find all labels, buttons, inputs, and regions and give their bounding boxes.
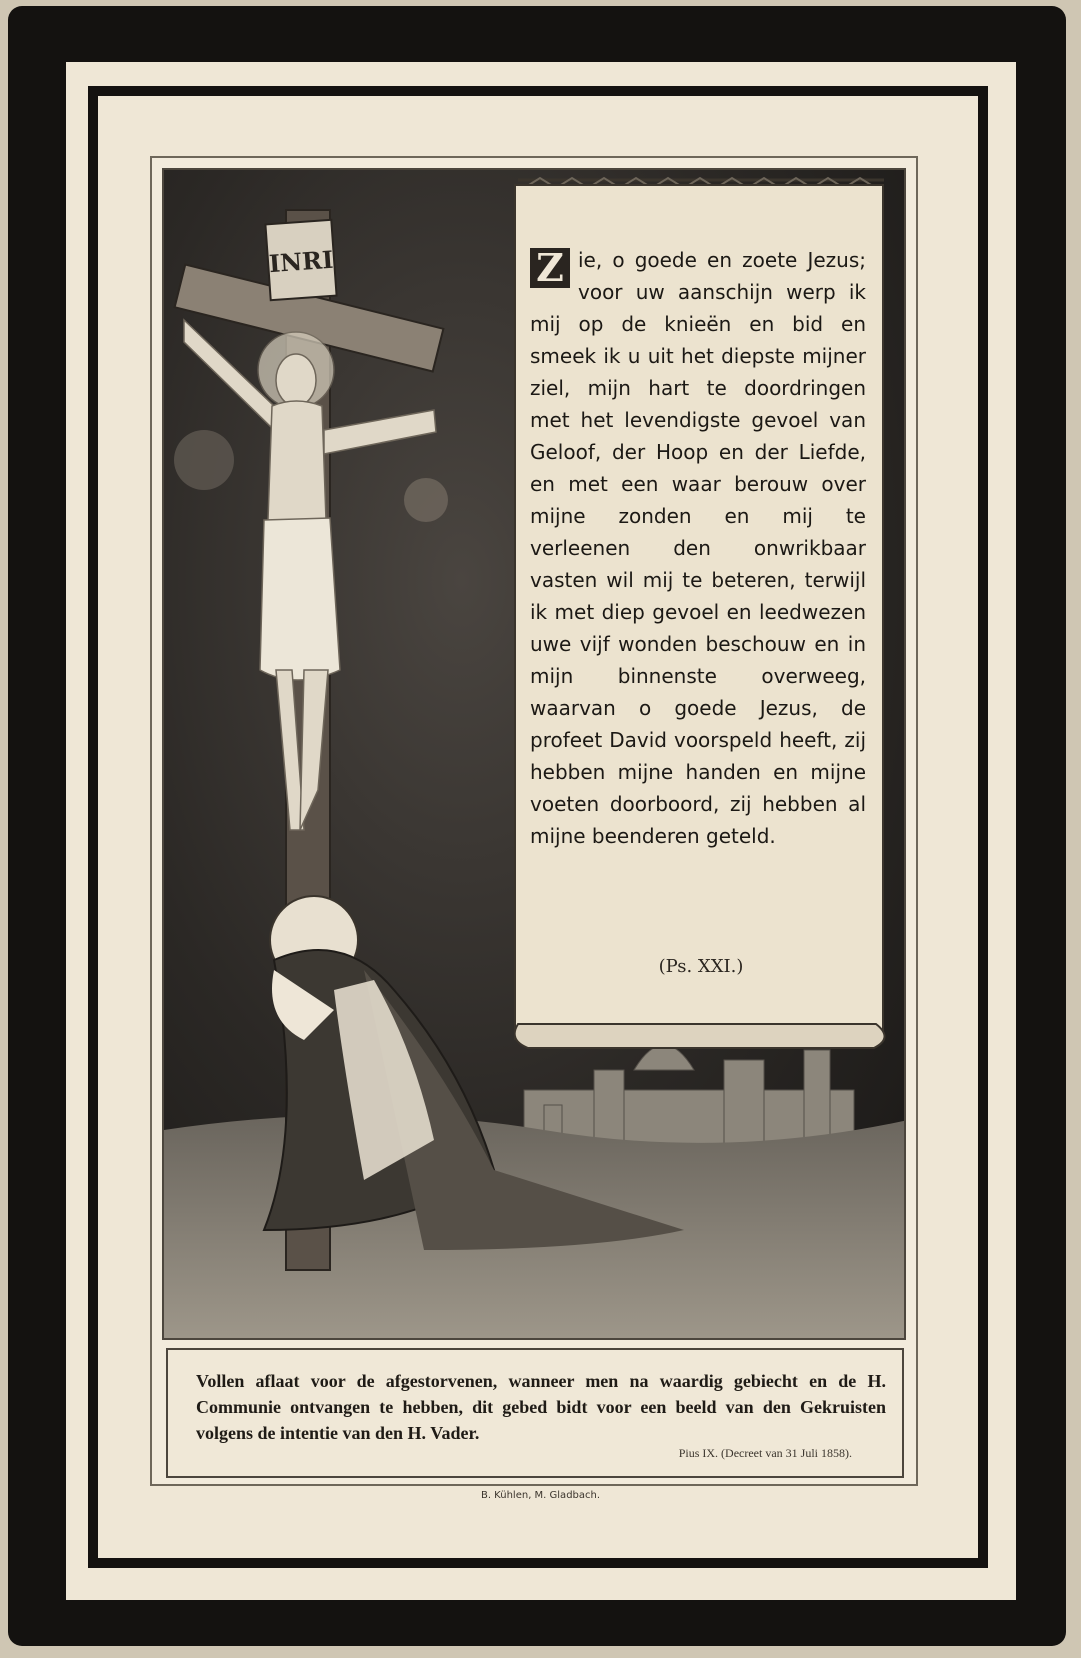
prayer-scroll [514,174,890,1054]
inri-sign: INRI [267,244,335,279]
prayer-body: ie, o goede en zoete Jezus; voor uw aanschijn werp ik mij op de knieën en bid en smeek ik u uit het diepste mijner ziel, mijn hart te doordringen met het levendigste gevoel van Geloof, der Hoop en der Liefde, en met een waar berouw over mijne zonden en mij te verleenen den onwrikbaar vasten wil mij te beteren, terwijl ik met diep gevoel en leedwezen uwe vijf wonden beschouw en in mijn binnenste overweeg, waarvan o goede Jezus, de profeet David voorspeld heeft, zij hebben mijne handen en mijne voeten doorboord, zij hebben al mijne beenderen geteld. [530,248,866,848]
indulgence-text: Vollen aflaat voor de afgestorvenen, wanneer men na waardig gebiecht en de H. Communie ontvangen te hebben, dit gebed bidt voor een beeld van den Gekruisten volgens de intentie van den H. Vader. [196,1371,886,1443]
indulgence-box [166,1348,904,1478]
sun-disc [174,430,234,490]
psalm-reference: (Ps. XXI.) [658,956,744,977]
moon-disc [404,478,448,522]
drop-cap: Z [530,248,570,288]
printer-imprint: B. Kühlen, M. Gladbach. [480,1490,601,1501]
decree-note: Pius IX. (Decreet van 31 Juli 1858). [678,1446,852,1460]
scroll-curl [514,174,890,1054]
